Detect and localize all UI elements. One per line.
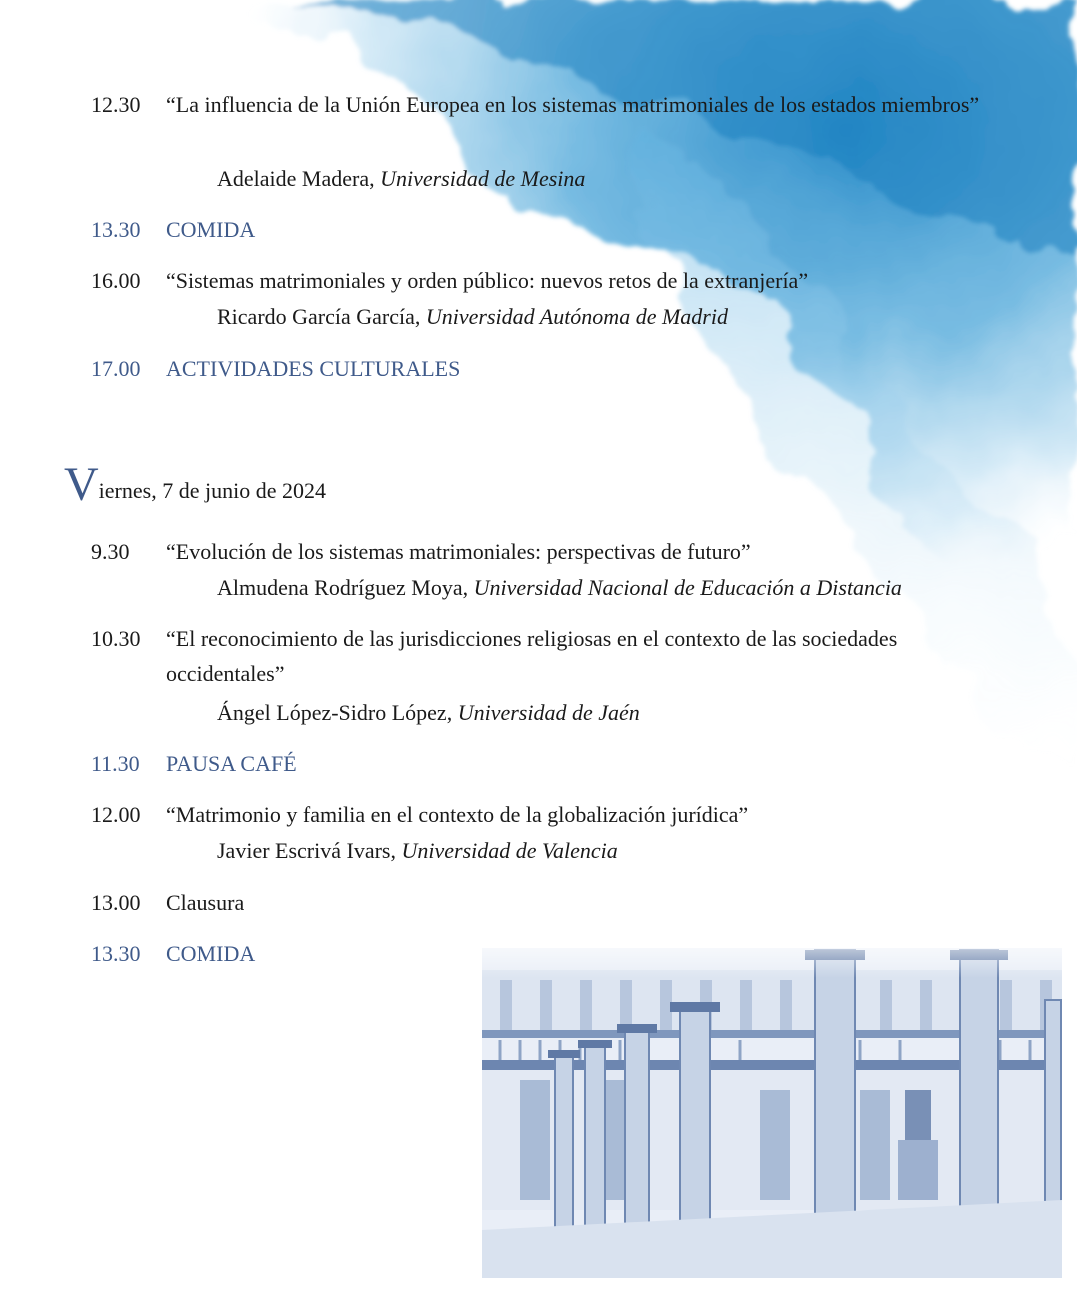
speaker-affiliation: Universidad Nacional de Educación a Distancia	[473, 575, 902, 600]
day-heading	[64, 460, 326, 516]
session-title: “El reconocimiento de las jurisdicciones religiosas en el contexto de las sociedades occidentales”	[166, 626, 898, 686]
session-title: “La influencia de la Unión Europea en los sistemas matrimoniales de los estados miembros”	[166, 92, 980, 117]
session-time: 9.30	[91, 539, 130, 564]
day-heading-initial: V	[64, 458, 99, 511]
session-time: 12.30	[91, 92, 141, 117]
session-title: “Sistemas matrimoniales y orden público: nuevos retos de la extranjería”	[166, 268, 809, 293]
break-label: PAUSA CAFÉ	[166, 751, 297, 776]
session-time: 13.30	[91, 217, 141, 242]
speaker-affiliation: Universidad Autónoma de Madrid	[425, 304, 728, 329]
session-time: 10.30	[91, 626, 141, 651]
break-label: COMIDA	[166, 217, 256, 242]
session-time: 11.30	[91, 751, 140, 776]
session-time: 13.00	[91, 890, 141, 915]
session-title: “Evolución de los sistemas matrimoniales: perspectivas de futuro”	[166, 539, 751, 564]
speaker-affiliation: Universidad de Jaén	[457, 700, 640, 725]
session-speaker	[217, 833, 1017, 868]
speaker-name: Ángel López-Sidro López,	[217, 700, 453, 725]
session-time: 13.30	[91, 941, 141, 966]
speaker-name: Ricardo García García,	[217, 304, 421, 329]
speaker-affiliation: Universidad de Valencia	[401, 838, 618, 863]
session-time: 16.00	[91, 268, 141, 293]
day-heading-text: iernes, 7 de junio de 2024	[98, 478, 326, 503]
speaker-name: Adelaide Madera,	[217, 166, 375, 191]
session-speaker	[217, 695, 1017, 730]
session-time: 12.00	[91, 802, 141, 827]
session-speaker	[217, 299, 1017, 334]
session-speaker	[217, 161, 1017, 196]
speaker-name: Javier Escrivá Ivars,	[217, 838, 396, 863]
speaker-affiliation: Universidad de Mesina	[380, 166, 586, 191]
break-label: ACTIVIDADES CULTURALES	[166, 356, 461, 381]
session-speaker	[217, 570, 1017, 605]
session-title: Clausura	[166, 890, 245, 915]
speaker-name: Almudena Rodríguez Moya,	[217, 575, 469, 600]
session-title: “Matrimonio y familia en el contexto de la globalización jurídica”	[166, 802, 749, 827]
break-label: COMIDA	[166, 941, 256, 966]
session-time: 17.00	[91, 356, 141, 381]
